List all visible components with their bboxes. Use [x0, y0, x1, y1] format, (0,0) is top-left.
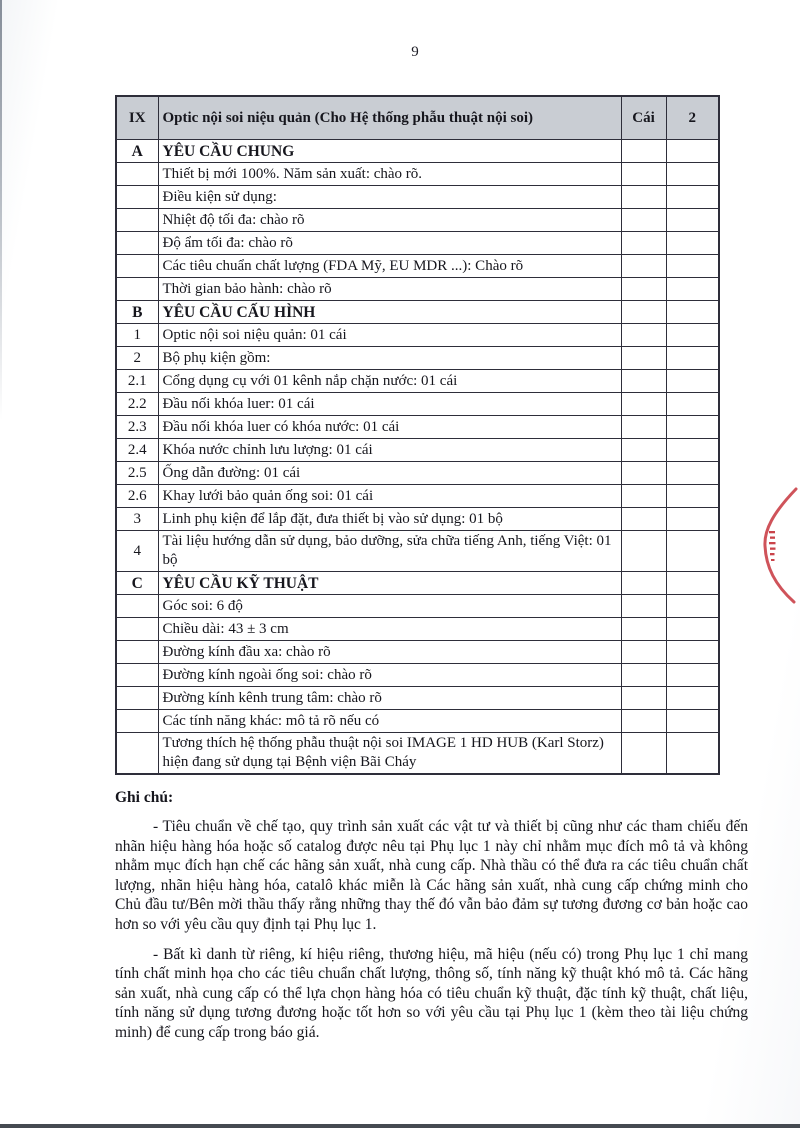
notes-title: Ghi chú:	[115, 789, 174, 806]
row-qty-cell	[666, 595, 719, 618]
row-description-cell: YÊU CẦU CẤU HÌNH	[158, 301, 621, 324]
row-unit-cell	[621, 531, 666, 572]
row-qty-cell	[666, 209, 719, 232]
row-description-cell: Tương thích hệ thống phẫu thuật nội soi IMAGE 1 HD HUB (Karl Storz) hiện đang sử dụng tại Bệnh viện Bãi Cháy	[158, 733, 621, 775]
table-row	[116, 710, 719, 733]
row-code-cell	[116, 687, 158, 710]
row-code-cell	[116, 733, 158, 775]
table-row	[116, 416, 719, 439]
row-qty-cell	[666, 641, 719, 664]
row-unit-cell	[621, 462, 666, 485]
row-unit-cell	[621, 572, 666, 595]
notes-section	[115, 789, 748, 1043]
table-row	[116, 439, 719, 462]
row-description-cell: Thời gian bảo hành: chào rõ	[158, 278, 621, 301]
row-qty-cell	[666, 347, 719, 370]
scan-artifact-left-edge	[0, 0, 2, 420]
row-code-cell: 2.4	[116, 439, 158, 462]
row-unit-cell	[621, 687, 666, 710]
row-description-cell: Đầu nối khóa luer: 01 cái	[158, 393, 621, 416]
header-description-cell: Optic nội soi niệu quản (Cho Hệ thống phẫu thuật nội soi)	[158, 96, 621, 140]
row-description-cell: Tài liệu hướng dẫn sử dụng, bảo dưỡng, sửa chữa tiếng Anh, tiếng Việt: 01 bộ	[158, 531, 621, 572]
table-row	[116, 595, 719, 618]
row-code-cell	[116, 209, 158, 232]
row-description-cell: YÊU CẦU CHUNG	[158, 140, 621, 163]
row-unit-cell	[621, 416, 666, 439]
row-description-cell: Ống dẫn đường: 01 cái	[158, 462, 621, 485]
row-description-cell: Optic nội soi niệu quản: 01 cái	[158, 324, 621, 347]
table-row	[116, 618, 719, 641]
row-description-cell: Đường kính ngoài ống soi: chào rõ	[158, 664, 621, 687]
table-row	[116, 186, 719, 209]
row-description-cell: Độ ẩm tối đa: chào rõ	[158, 232, 621, 255]
row-code-cell	[116, 163, 158, 186]
row-unit-cell	[621, 347, 666, 370]
row-unit-cell	[621, 370, 666, 393]
row-unit-cell	[621, 641, 666, 664]
row-description-cell: Khay lưới bảo quản ống soi: 01 cái	[158, 485, 621, 508]
row-unit-cell	[621, 595, 666, 618]
header-code-cell: IX	[116, 96, 158, 140]
table-row	[116, 462, 719, 485]
row-unit-cell	[621, 209, 666, 232]
row-qty-cell	[666, 393, 719, 416]
row-code-cell: 2.1	[116, 370, 158, 393]
row-description-cell: Điều kiện sử dụng:	[158, 186, 621, 209]
row-unit-cell	[621, 485, 666, 508]
row-unit-cell	[621, 301, 666, 324]
header-unit-cell: Cái	[621, 96, 666, 140]
table-row	[116, 572, 719, 595]
row-qty-cell	[666, 572, 719, 595]
row-qty-cell	[666, 416, 719, 439]
row-unit-cell	[621, 255, 666, 278]
row-code-cell	[116, 595, 158, 618]
row-description-cell: Đường kính kênh trung tâm: chào rõ	[158, 687, 621, 710]
row-qty-cell	[666, 232, 719, 255]
row-qty-cell	[666, 687, 719, 710]
scan-artifact-bottom-edge	[0, 1124, 800, 1128]
header-qty-cell: 2	[666, 96, 719, 140]
row-code-cell: B	[116, 301, 158, 324]
table-row	[116, 508, 719, 531]
row-qty-cell	[666, 439, 719, 462]
row-code-cell	[116, 641, 158, 664]
row-description-cell: Khóa nước chỉnh lưu lượng: 01 cái	[158, 439, 621, 462]
note-paragraph: - Bất kì danh từ riêng, kí hiệu riêng, thương hiệu, mã hiệu (nếu có) trong Phụ lục 1 chỉ mang tính chất minh họa cho các tiêu chuẩn chất lượng, thông số, tính năng kỹ thuật khó mô tả. Các hãng sản xuất, nhà cung cấp có thể lựa chọn hàng hóa có tiêu chuẩn kỹ thuật, đặc tính kỹ thuật, chất liệu, tính năng sử dụng tương đương hoặc tốt hơn so với yêu cầu tại Phụ lục 1 (kèm theo tài liệu chứng minh) để cung cấp trong báo giá.	[115, 945, 748, 1041]
stamp-text-marks	[769, 531, 776, 561]
table-row	[116, 531, 719, 572]
row-unit-cell	[621, 664, 666, 687]
row-unit-cell	[621, 710, 666, 733]
table-row	[116, 733, 719, 775]
row-unit-cell	[621, 186, 666, 209]
row-unit-cell	[621, 232, 666, 255]
row-qty-cell	[666, 664, 719, 687]
row-qty-cell	[666, 140, 719, 163]
row-description-cell: Các tính năng khác: mô tả rõ nếu có	[158, 710, 621, 733]
row-description-cell: Góc soi: 6 độ	[158, 595, 621, 618]
table-row	[116, 393, 719, 416]
row-qty-cell	[666, 508, 719, 531]
row-unit-cell	[621, 278, 666, 301]
row-code-cell: 2.3	[116, 416, 158, 439]
row-unit-cell	[621, 439, 666, 462]
row-description-cell: Chiều dài: 43 ± 3 cm	[158, 618, 621, 641]
row-qty-cell	[666, 618, 719, 641]
row-description-cell: Nhiệt độ tối đa: chào rõ	[158, 209, 621, 232]
row-code-cell	[116, 278, 158, 301]
row-qty-cell	[666, 163, 719, 186]
row-code-cell: 4	[116, 531, 158, 572]
row-code-cell: 3	[116, 508, 158, 531]
row-code-cell: A	[116, 140, 158, 163]
row-qty-cell	[666, 255, 719, 278]
row-unit-cell	[621, 733, 666, 775]
row-code-cell: 2.6	[116, 485, 158, 508]
table-row	[116, 232, 719, 255]
row-description-cell: Các tiêu chuẩn chất lượng (FDA Mỹ, EU MDR ...): Chào rõ	[158, 255, 621, 278]
row-code-cell	[116, 710, 158, 733]
table-row	[116, 687, 719, 710]
row-qty-cell	[666, 301, 719, 324]
row-qty-cell	[666, 733, 719, 775]
page-number: 9	[411, 44, 419, 60]
table-row	[116, 255, 719, 278]
table-row	[116, 140, 719, 163]
row-code-cell	[116, 618, 158, 641]
row-code-cell: C	[116, 572, 158, 595]
table-row	[116, 209, 719, 232]
row-description-cell: Thiết bị mới 100%. Năm sản xuất: chào rõ.	[158, 163, 621, 186]
table-row	[116, 278, 719, 301]
row-code-cell: 2	[116, 347, 158, 370]
row-qty-cell	[666, 370, 719, 393]
row-unit-cell	[621, 393, 666, 416]
red-stamp-edge	[758, 486, 800, 604]
table-row	[116, 347, 719, 370]
row-unit-cell	[621, 618, 666, 641]
table-header-row	[116, 96, 719, 140]
row-description-cell: Linh phụ kiện để lắp đặt, đưa thiết bị vào sử dụng: 01 bộ	[158, 508, 621, 531]
note-paragraph: - Tiêu chuẩn về chế tạo, quy trình sản xuất các vật tư và thiết bị cũng như các tham chiếu đến nhãn hiệu hàng hóa hoặc số catalog được nêu tại Phụ lục 1 này chỉ nhằm mục đích mô tả và không nhằm mục đích hạn chế các hãng sản xuất, nhà cung cấp. Nhà thầu có thể đưa ra các tiêu chuẩn chất lượng, nhãn hiệu hàng hóa, catalô khác miễn là Các hãng sản xuất, nhà cung cấp chứng minh cho Chủ đầu tư/Bên mời thầu thấy rằng những thay thế đó vẫn bảo đảm sự tương đương cơ bản hoặc cao hơn so với yêu cầu quy định tại Phụ lục 1.	[115, 818, 748, 933]
row-qty-cell	[666, 531, 719, 572]
row-qty-cell	[666, 462, 719, 485]
row-description-cell: Cổng dụng cụ với 01 kênh nắp chặn nước: 01 cái	[158, 370, 621, 393]
row-description-cell: Đường kính đầu xa: chào rõ	[158, 641, 621, 664]
row-unit-cell	[621, 140, 666, 163]
row-code-cell	[116, 186, 158, 209]
table-row	[116, 370, 719, 393]
table-row	[116, 163, 719, 186]
row-code-cell	[116, 255, 158, 278]
table-row	[116, 664, 719, 687]
row-description-cell: Bộ phụ kiện gồm:	[158, 347, 621, 370]
row-qty-cell	[666, 710, 719, 733]
row-unit-cell	[621, 508, 666, 531]
spec-table	[115, 95, 720, 775]
row-code-cell	[116, 664, 158, 687]
row-qty-cell	[666, 324, 719, 347]
row-code-cell	[116, 232, 158, 255]
row-qty-cell	[666, 278, 719, 301]
table-row	[116, 301, 719, 324]
row-code-cell: 2.2	[116, 393, 158, 416]
table-row	[116, 324, 719, 347]
table-row	[116, 485, 719, 508]
table-row	[116, 641, 719, 664]
row-code-cell: 1	[116, 324, 158, 347]
row-unit-cell	[621, 163, 666, 186]
row-qty-cell	[666, 186, 719, 209]
row-description-cell: Đầu nối khóa luer có khóa nước: 01 cái	[158, 416, 621, 439]
row-description-cell: YÊU CẦU KỸ THUẬT	[158, 572, 621, 595]
row-qty-cell	[666, 485, 719, 508]
row-code-cell: 2.5	[116, 462, 158, 485]
row-unit-cell	[621, 324, 666, 347]
